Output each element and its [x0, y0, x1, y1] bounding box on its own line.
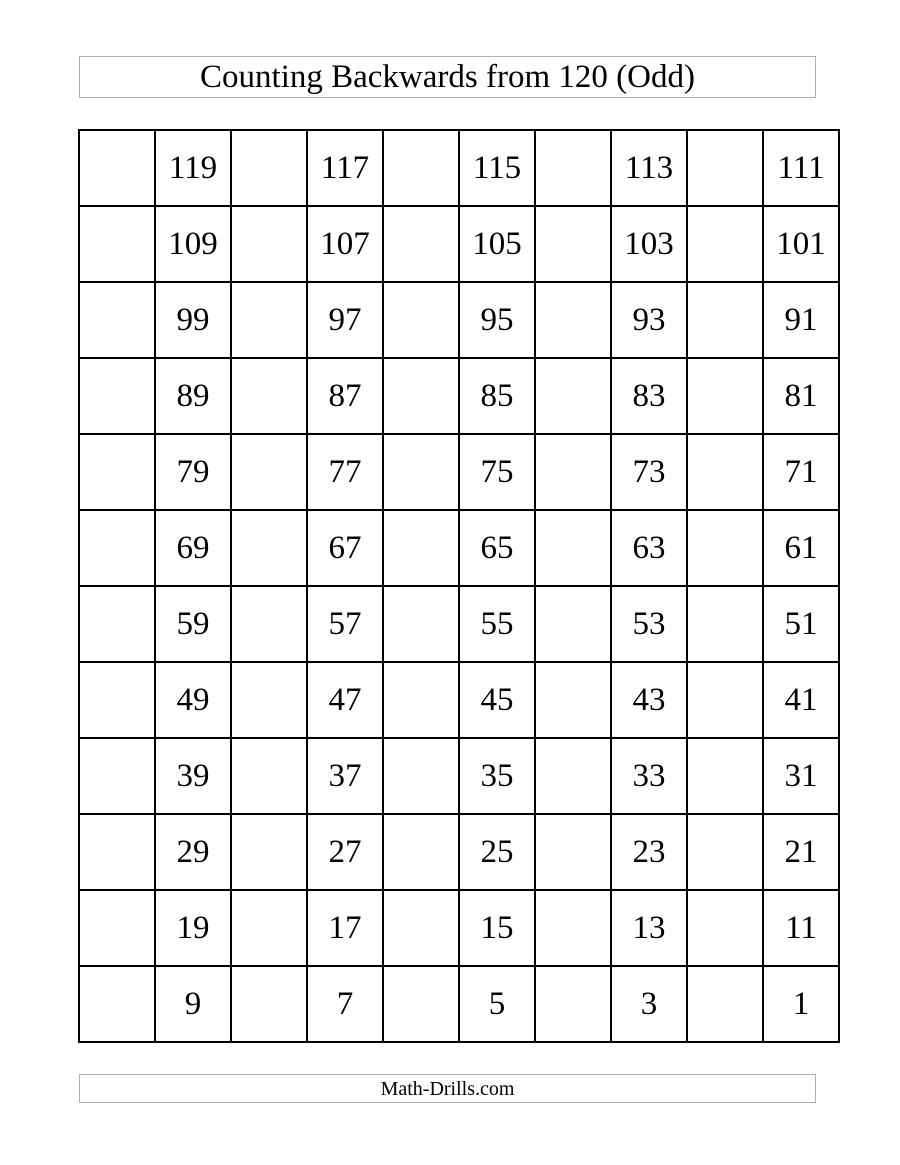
blank-cell[interactable]	[383, 130, 459, 206]
blank-cell[interactable]	[231, 358, 307, 434]
blank-cell[interactable]	[687, 662, 763, 738]
blank-cell[interactable]	[687, 510, 763, 586]
blank-cell[interactable]	[231, 206, 307, 282]
blank-cell[interactable]	[687, 282, 763, 358]
grid-row	[79, 282, 839, 358]
number-cell: 53	[611, 586, 687, 662]
blank-cell[interactable]	[79, 814, 155, 890]
blank-cell[interactable]	[383, 434, 459, 510]
blank-cell[interactable]	[231, 510, 307, 586]
number-cell: 17	[307, 890, 383, 966]
blank-cell[interactable]	[231, 130, 307, 206]
blank-cell[interactable]	[79, 586, 155, 662]
number-cell: 67	[307, 510, 383, 586]
blank-cell[interactable]	[383, 662, 459, 738]
number-cell: 25	[459, 814, 535, 890]
blank-cell[interactable]	[383, 966, 459, 1042]
number-cell: 89	[155, 358, 231, 434]
blank-cell[interactable]	[535, 586, 611, 662]
blank-cell[interactable]	[231, 662, 307, 738]
blank-cell[interactable]	[687, 434, 763, 510]
blank-cell[interactable]	[535, 130, 611, 206]
number-cell: 51	[763, 586, 839, 662]
number-cell: 93	[611, 282, 687, 358]
number-cell: 71	[763, 434, 839, 510]
blank-cell[interactable]	[687, 738, 763, 814]
grid-row	[79, 814, 839, 890]
number-cell: 31	[763, 738, 839, 814]
blank-cell[interactable]	[231, 966, 307, 1042]
number-cell: 63	[611, 510, 687, 586]
number-cell: 47	[307, 662, 383, 738]
blank-cell[interactable]	[687, 130, 763, 206]
blank-cell[interactable]	[535, 738, 611, 814]
number-cell: 109	[155, 206, 231, 282]
grid-row	[79, 738, 839, 814]
blank-cell[interactable]	[231, 890, 307, 966]
number-cell: 5	[459, 966, 535, 1042]
number-cell: 91	[763, 282, 839, 358]
number-cell: 77	[307, 434, 383, 510]
grid-row	[79, 510, 839, 586]
number-cell: 65	[459, 510, 535, 586]
number-cell: 61	[763, 510, 839, 586]
number-cell: 1	[763, 966, 839, 1042]
counting-grid	[78, 129, 840, 1043]
blank-cell[interactable]	[687, 966, 763, 1042]
blank-cell[interactable]	[383, 358, 459, 434]
grid-row	[79, 586, 839, 662]
blank-cell[interactable]	[535, 282, 611, 358]
number-cell: 43	[611, 662, 687, 738]
blank-cell[interactable]	[79, 738, 155, 814]
number-cell: 7	[307, 966, 383, 1042]
number-cell: 21	[763, 814, 839, 890]
number-cell: 113	[611, 130, 687, 206]
blank-cell[interactable]	[79, 966, 155, 1042]
blank-cell[interactable]	[383, 510, 459, 586]
grid-row	[79, 206, 839, 282]
number-cell: 19	[155, 890, 231, 966]
number-cell: 13	[611, 890, 687, 966]
number-cell: 117	[307, 130, 383, 206]
grid-row	[79, 966, 839, 1042]
site-footer: Math-Drills.com	[79, 1074, 816, 1103]
blank-cell[interactable]	[79, 890, 155, 966]
counting-grid-body	[79, 130, 839, 1042]
number-cell: 111	[763, 130, 839, 206]
grid-row	[79, 890, 839, 966]
blank-cell[interactable]	[535, 358, 611, 434]
number-cell: 37	[307, 738, 383, 814]
blank-cell[interactable]	[687, 586, 763, 662]
number-cell: 55	[459, 586, 535, 662]
number-cell: 29	[155, 814, 231, 890]
number-cell: 95	[459, 282, 535, 358]
number-cell: 105	[459, 206, 535, 282]
number-cell: 33	[611, 738, 687, 814]
number-cell: 83	[611, 358, 687, 434]
number-cell: 57	[307, 586, 383, 662]
blank-cell[interactable]	[79, 662, 155, 738]
blank-cell[interactable]	[383, 206, 459, 282]
number-cell: 85	[459, 358, 535, 434]
number-cell: 101	[763, 206, 839, 282]
number-cell: 9	[155, 966, 231, 1042]
number-cell: 39	[155, 738, 231, 814]
blank-cell[interactable]	[79, 130, 155, 206]
blank-cell[interactable]	[231, 282, 307, 358]
number-cell: 27	[307, 814, 383, 890]
blank-cell[interactable]	[535, 890, 611, 966]
number-cell: 97	[307, 282, 383, 358]
number-cell: 49	[155, 662, 231, 738]
blank-cell[interactable]	[79, 206, 155, 282]
blank-cell[interactable]	[535, 510, 611, 586]
number-cell: 75	[459, 434, 535, 510]
blank-cell[interactable]	[687, 358, 763, 434]
number-cell: 11	[763, 890, 839, 966]
number-cell: 73	[611, 434, 687, 510]
number-cell: 115	[459, 130, 535, 206]
blank-cell[interactable]	[383, 282, 459, 358]
number-cell: 69	[155, 510, 231, 586]
blank-cell[interactable]	[79, 434, 155, 510]
number-cell: 35	[459, 738, 535, 814]
blank-cell[interactable]	[535, 814, 611, 890]
blank-cell[interactable]	[383, 586, 459, 662]
number-cell: 107	[307, 206, 383, 282]
number-cell: 23	[611, 814, 687, 890]
number-cell: 99	[155, 282, 231, 358]
blank-cell[interactable]	[383, 738, 459, 814]
grid-row	[79, 662, 839, 738]
blank-cell[interactable]	[687, 814, 763, 890]
blank-cell[interactable]	[687, 206, 763, 282]
number-cell: 79	[155, 434, 231, 510]
blank-cell[interactable]	[687, 890, 763, 966]
number-cell: 3	[611, 966, 687, 1042]
blank-cell[interactable]	[231, 814, 307, 890]
number-cell: 59	[155, 586, 231, 662]
blank-cell[interactable]	[79, 358, 155, 434]
worksheet-title: Counting Backwards from 120 (Odd)	[79, 56, 816, 98]
blank-cell[interactable]	[79, 282, 155, 358]
blank-cell[interactable]	[535, 434, 611, 510]
blank-cell[interactable]	[383, 890, 459, 966]
number-cell: 119	[155, 130, 231, 206]
grid-row	[79, 358, 839, 434]
blank-cell[interactable]	[231, 434, 307, 510]
blank-cell[interactable]	[535, 966, 611, 1042]
blank-cell[interactable]	[231, 738, 307, 814]
blank-cell[interactable]	[383, 814, 459, 890]
blank-cell[interactable]	[535, 662, 611, 738]
number-cell: 81	[763, 358, 839, 434]
number-cell: 45	[459, 662, 535, 738]
grid-row	[79, 130, 839, 206]
number-cell: 87	[307, 358, 383, 434]
blank-cell[interactable]	[79, 510, 155, 586]
number-cell: 15	[459, 890, 535, 966]
number-cell: 41	[763, 662, 839, 738]
number-cell: 103	[611, 206, 687, 282]
grid-row	[79, 434, 839, 510]
blank-cell[interactable]	[535, 206, 611, 282]
blank-cell[interactable]	[231, 586, 307, 662]
